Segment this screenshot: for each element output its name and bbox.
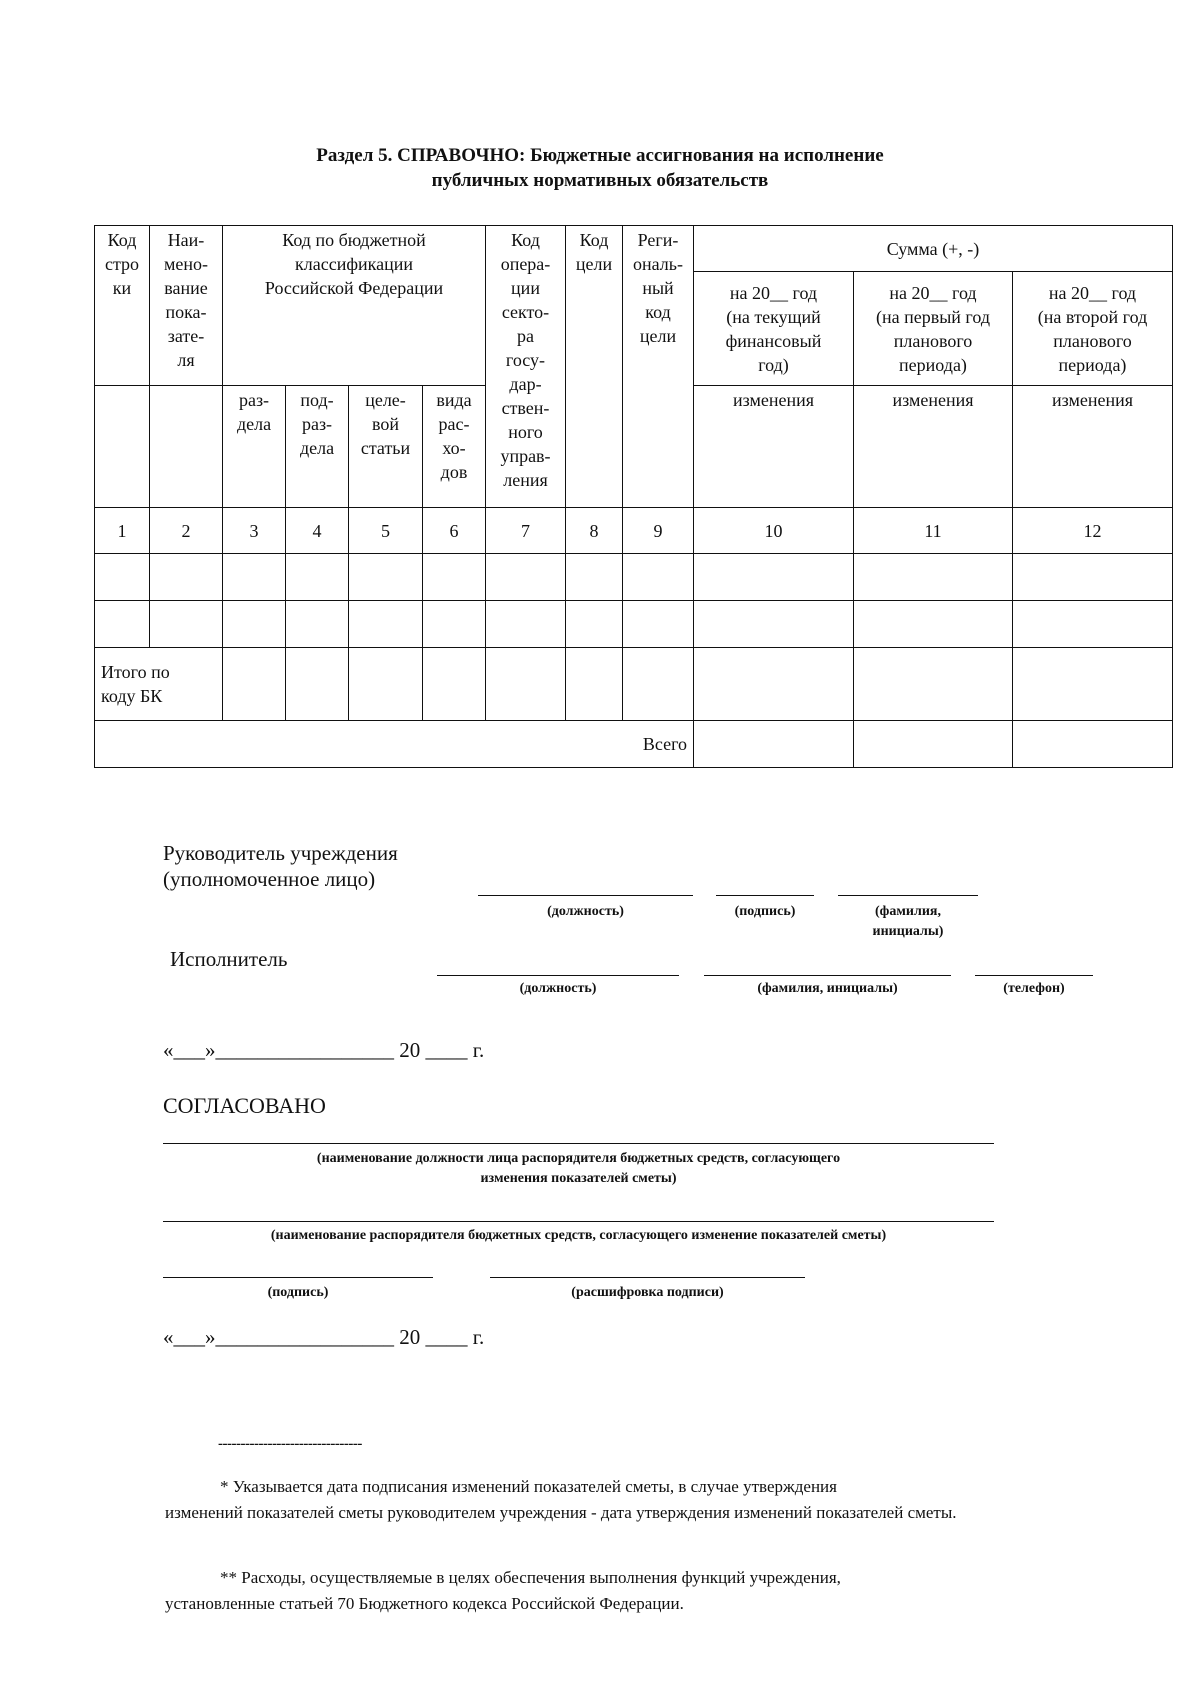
table-cell[interactable]	[1013, 601, 1173, 648]
agree-name-line[interactable]	[163, 1221, 994, 1222]
section-title: Раздел 5. СПРАВОЧНО: Бюджетные ассигнования на исполнение	[316, 145, 884, 166]
header-changes-second: изменения	[1013, 386, 1173, 508]
section-subtitle: публичных нормативных обязательств	[431, 170, 769, 191]
grand-total-row	[95, 721, 1173, 768]
table-cell[interactable]	[223, 648, 286, 721]
col-num: 8	[566, 508, 623, 554]
col-num: 5	[349, 508, 423, 554]
table-cell[interactable]	[486, 648, 566, 721]
header-kosgu: Код опера- ции секто- ра госу- дар- ствен- ного управ- ления	[486, 226, 566, 508]
header-section: раз- дела	[223, 386, 286, 508]
col-num: 1	[95, 508, 150, 554]
col-num: 2	[150, 508, 223, 554]
head-signature-line[interactable]	[716, 895, 814, 896]
header-year-first: на 20__ год (на первый год планового периода)	[854, 272, 1013, 386]
table-cell[interactable]	[694, 601, 854, 648]
table-cell[interactable]	[694, 554, 854, 601]
head-position-caption: (должность)	[547, 904, 624, 919]
col-num: 7	[486, 508, 566, 554]
col-num: 12	[1013, 508, 1173, 554]
head-signature-caption: (подпись)	[734, 904, 796, 919]
header-indicator-name: Наи- мено- вание пока- зате- ля	[150, 226, 223, 386]
table-cell[interactable]	[95, 554, 150, 601]
table-cell[interactable]	[486, 554, 566, 601]
agree-decode-line[interactable]	[490, 1277, 805, 1278]
table-cell[interactable]	[566, 554, 623, 601]
col-num: 6	[423, 508, 486, 554]
executor-phone-line[interactable]	[975, 975, 1093, 976]
col-num: 4	[286, 508, 349, 554]
agree-name-caption: (наименование распорядителя бюджетных средств, согласующего изменение показателей сметы)	[270, 1228, 887, 1243]
table-cell[interactable]	[349, 648, 423, 721]
table-cell[interactable]	[423, 554, 486, 601]
agree-signature-caption: (подпись)	[267, 1285, 329, 1300]
footnote-2: ** Расходы, осуществляемые в целях обеспечения выполнения функций учреждения, установленные статьей 70 Бюджетного кодекса Российской Федерации.	[165, 1568, 841, 1613]
header-target-article: целе- вой статьи	[349, 386, 423, 508]
date-line-2[interactable]: «___»_________________ 20 ____ г.	[163, 1325, 485, 1349]
table-cell[interactable]	[286, 554, 349, 601]
header-goal-code: Код цели	[566, 226, 623, 508]
table-cell[interactable]	[223, 554, 286, 601]
table-cell[interactable]	[286, 648, 349, 721]
table-cell[interactable]	[223, 601, 286, 648]
table-cell[interactable]	[150, 601, 223, 648]
header-blank-2	[150, 386, 223, 508]
agree-position-caption: (наименование должности лица распорядителя бюджетных средств, согласующего изменения показателей сметы)	[316, 1151, 841, 1186]
agree-decode-caption: (расшифровка подписи)	[571, 1285, 724, 1300]
table-cell[interactable]	[1013, 721, 1173, 768]
table-cell[interactable]	[694, 648, 854, 721]
table-cell[interactable]	[623, 648, 694, 721]
header-subsection: под- раз- дела	[286, 386, 349, 508]
table-cell[interactable]	[423, 648, 486, 721]
table-cell[interactable]	[694, 721, 854, 768]
head-fio-caption: (фамилия, инициалы)	[872, 904, 944, 939]
col-num: 3	[223, 508, 286, 554]
header-budget-classification: Код по бюджетной классификации Российской Федерации	[223, 226, 486, 386]
executor-label: Исполнитель	[170, 947, 288, 971]
column-numbers-row	[95, 508, 1173, 554]
total-by-bk-label: Итого по коду БК	[95, 648, 223, 721]
col-num: 10	[694, 508, 854, 554]
table-cell[interactable]	[566, 601, 623, 648]
agree-position-line[interactable]	[163, 1143, 994, 1144]
footnote-1: * Указывается дата подписания изменений показателей сметы, в случае утверждения изменений показателей сметы руководителем учреждения - дата утверждения изменений показателей сметы.	[165, 1477, 957, 1522]
header-regional-goal-code: Реги- ональ- ный код цели	[623, 226, 694, 508]
executor-position-caption: (должность)	[519, 981, 597, 996]
table-cell[interactable]	[566, 648, 623, 721]
table-cell[interactable]	[286, 601, 349, 648]
table-cell[interactable]	[423, 601, 486, 648]
grand-total-label: Всего	[95, 721, 694, 768]
col-num: 11	[854, 508, 1013, 554]
head-position-line[interactable]	[478, 895, 693, 896]
executor-phone-caption: (телефон)	[1003, 981, 1065, 996]
header-year-current: на 20__ год (на текущий финансовый год)	[694, 272, 854, 386]
table-cell[interactable]	[854, 721, 1013, 768]
table-row	[95, 601, 1173, 648]
appropriations-table	[94, 225, 1173, 768]
header-row-code: Код стро ки	[95, 226, 150, 386]
executor-fio-line[interactable]	[704, 975, 951, 976]
table-cell[interactable]	[349, 554, 423, 601]
table-cell[interactable]	[1013, 554, 1173, 601]
agree-signature-line[interactable]	[163, 1277, 433, 1278]
executor-position-line[interactable]	[437, 975, 679, 976]
table-cell[interactable]	[623, 601, 694, 648]
executor-fio-caption: (фамилия, инициалы)	[757, 981, 898, 996]
table-cell[interactable]	[854, 601, 1013, 648]
footnote-separator: --------------------------------	[218, 1436, 362, 1452]
col-num: 9	[623, 508, 694, 554]
header-year-second: на 20__ год (на второй год планового периода)	[1013, 272, 1173, 386]
header-changes-first: изменения	[854, 386, 1013, 508]
head-title: Руководитель учреждения (уполномоченное лицо)	[163, 841, 398, 891]
table-cell[interactable]	[623, 554, 694, 601]
agreed-label: СОГЛАСОВАНО	[163, 1093, 326, 1118]
header-sum: Сумма (+, -)	[694, 226, 1173, 272]
date-line[interactable]: «___»_________________ 20 ____ г.	[163, 1038, 485, 1062]
table-cell[interactable]	[854, 648, 1013, 721]
table-cell[interactable]	[486, 601, 566, 648]
table-cell[interactable]	[150, 554, 223, 601]
total-by-bk-row	[95, 648, 1173, 721]
table-row	[95, 554, 1173, 601]
table-cell[interactable]	[1013, 648, 1173, 721]
table-cell[interactable]	[95, 601, 150, 648]
header-expense-type: вида рас- хо- дов	[423, 386, 486, 508]
table-cell[interactable]	[854, 554, 1013, 601]
table-cell[interactable]	[349, 601, 423, 648]
head-fio-line[interactable]	[838, 895, 978, 896]
header-blank-1	[95, 386, 150, 508]
header-changes-current: изменения	[694, 386, 854, 508]
